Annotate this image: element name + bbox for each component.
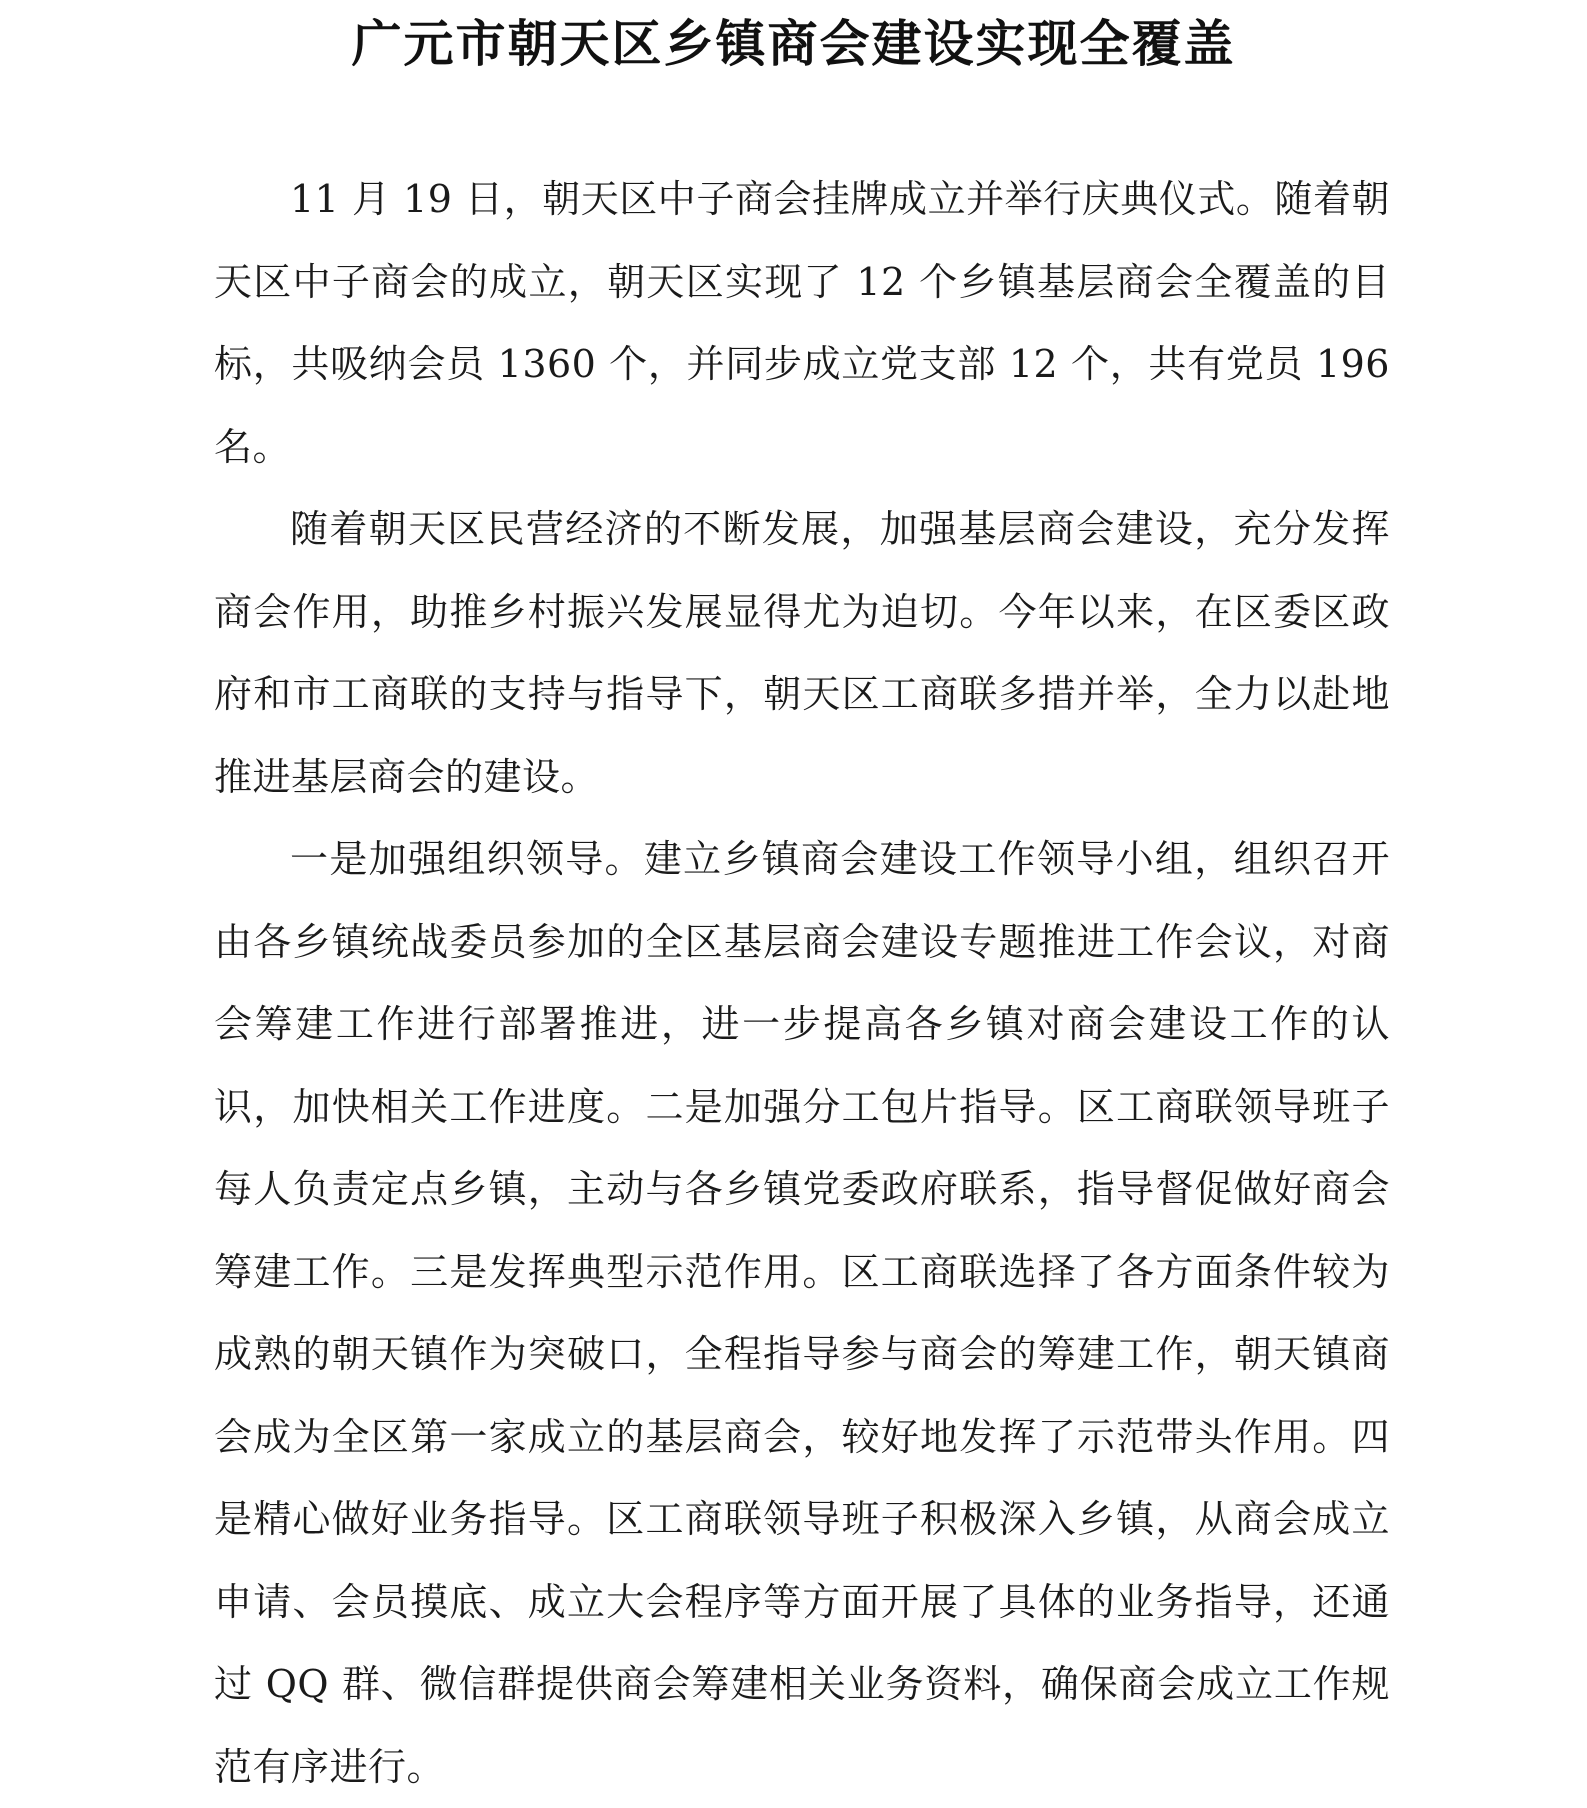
paragraph-2: 随着朝天区民营经济的不断发展，加强基层商会建设，充分发挥商会作用，助推乡村振兴发展显得尤为迫切。今年以来，在区委区政府和市工商联的支持与指导下，朝天区工商联多措并举，全力以赴地推进基层商会的建设。 bbox=[214, 507, 1390, 799]
document-body bbox=[214, 158, 1390, 1808]
document-title: 广元市朝天区乡镇商会建设实现全覆盖 bbox=[351, 14, 1236, 73]
paragraph-1: 11 月 19 日，朝天区中子商会挂牌成立并举行庆典仪式。随着朝天区中子商会的成立，朝天区实现了 12 个乡镇基层商会全覆盖的目标，共吸纳会员 1360 个，并同步成立党支部 12 个，共有党员 196 名。 bbox=[214, 177, 1390, 469]
paragraph-3: 一是加强组织领导。建立乡镇商会建设工作领导小组，组织召开由各乡镇统战委员参加的全区基层商会建设专题推进工作会议，对商会筹建工作进行部署推进，进一步提高各乡镇对商会建设工作的认识，加快相关工作进度。二是加强分工包片指导。区工商联领导班子每人负责定点乡镇，主动与各乡镇党委政府联系，指导督促做好商会筹建工作。三是发挥典型示范作用。区工商联选择了各方面条件较为成熟的朝天镇作为突破口，全程指导参与商会的筹建工作，朝天镇商会成为全区第一家成立的基层商会，较好地发挥了示范带头作用。四是精心做好业务指导。区工商联领导班子积极深入乡镇，从商会成立申请、会员摸底、成立大会程序等方面开展了具体的业务指导，还通过 QQ 群、微信群提供商会筹建相关业务资料，确保商会成立工作规范有序进行。 bbox=[214, 837, 1390, 1789]
